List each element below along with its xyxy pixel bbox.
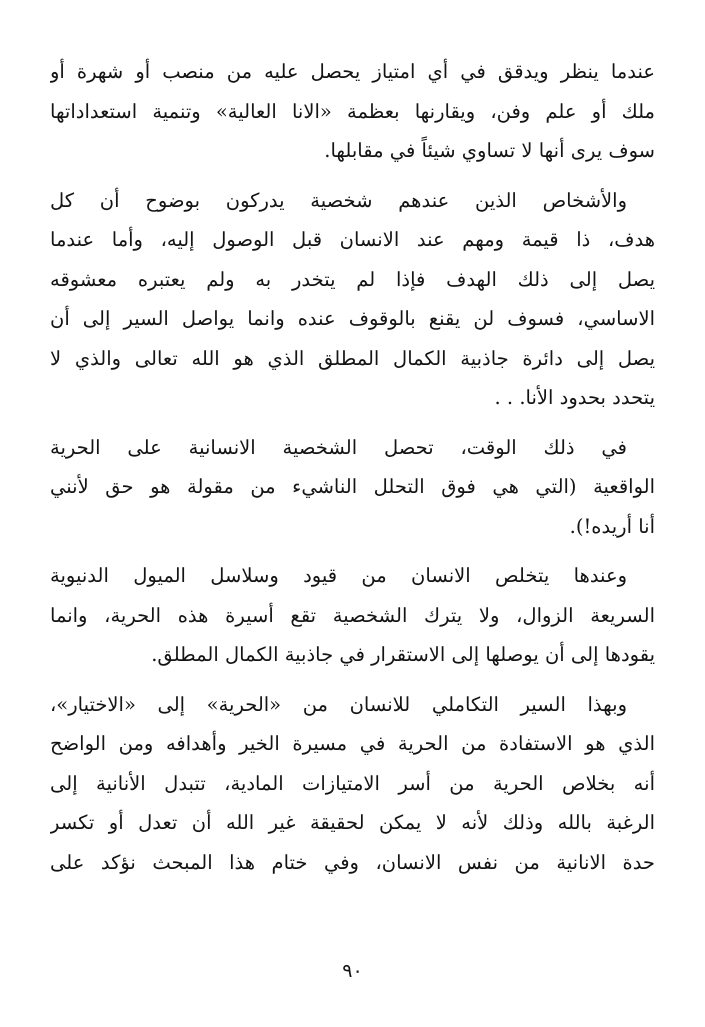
- text-line: سوف يرى أنها لا تساوي شيئاً في مقابلها.: [324, 139, 655, 162]
- text-line: الواقعية (التي هي فوق التحلل الناشيء من مقولة هو حق لأنني: [50, 475, 655, 498]
- text-line: هدف، ذا قيمة ومهم عند الانسان قبل الوصول إليه، وأما عندما: [50, 228, 655, 251]
- text-line: السريعة الزوال، ولا يترك الشخصية تقع أسيرة هذه الحرية، وانما: [50, 603, 655, 627]
- text-line: الاساسي، فسوف لن يقنع بالوقوف عنده وانما يواصل السير إلى أن: [50, 307, 655, 330]
- text-line: الذي هو الاستفادة من الحرية في مسيرة الخير وأهدافه ومن الواضح: [50, 732, 655, 755]
- text-line: يصل إلى ذلك الهدف فإذا لم يتخدر به ولم يعتبره معشوقه: [50, 267, 655, 291]
- paragraph-2: [50, 181, 655, 418]
- text-line: حدة الانانية من نفس الانسان، وفي ختام هذا المبحث نؤكد على: [50, 850, 655, 874]
- paragraph-4: [50, 556, 655, 675]
- text-line: والأشخاص الذين عندهم شخصية يدركون بوضوح أن كل: [50, 188, 627, 212]
- text-line: ملك أو علم وفن، ويقارنها بعظمة «الانا العالية» وتنمية استعداداتها: [50, 99, 655, 123]
- paragraph-3: [50, 428, 655, 547]
- body-text: [50, 52, 655, 892]
- text-line: وعندها يتخلص الانسان من قيود وسلاسل الميول الدنيوية: [50, 564, 627, 587]
- page-number: ٩٠: [342, 960, 363, 982]
- paragraph-5: [50, 685, 655, 883]
- text-line: الرغبة بالله وذلك لأنه لا يمكن لحقيقة غير الله أن تعدل أو تكسر: [50, 811, 655, 834]
- text-line: يتحدد بحدود الأنا. . .: [494, 386, 655, 409]
- text-line: في ذلك الوقت، تحصل الشخصية الانسانية على الحرية: [50, 435, 627, 459]
- text-line: يصل إلى دائرة جاذبية الكمال المطلق الذي هو الله تعالى والذي لا: [50, 346, 655, 370]
- paragraph-1: [50, 52, 655, 171]
- text-line: أنا أريده!).: [569, 514, 655, 538]
- text-line: وبهذا السير التكاملي للانسان من «الحرية» إلى «الاختيار»،: [50, 692, 627, 716]
- text-line: أنه بخلاص الحرية من أسر الامتيازات المادية، تتبدل الأنانية إلى: [50, 771, 655, 795]
- text-line: عندما ينظر ويدقق في أي امتياز يحصل عليه من منصب أو شهرة أو: [50, 60, 655, 83]
- text-line: يقودها إلى أن يوصلها إلى الاستقرار في جاذبية الكمال المطلق.: [151, 643, 655, 666]
